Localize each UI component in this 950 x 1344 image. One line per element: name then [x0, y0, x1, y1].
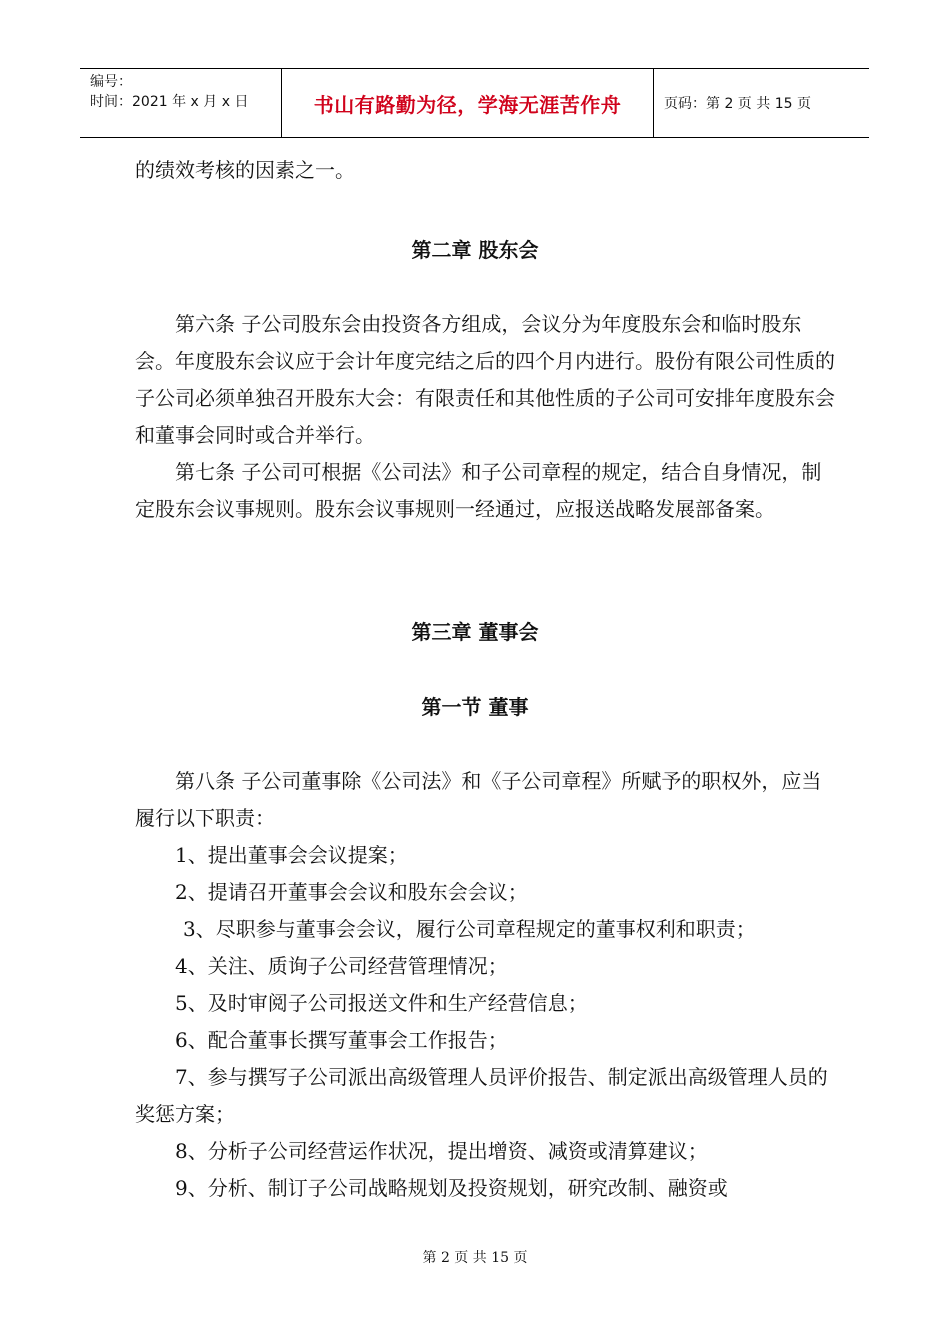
- list-item: 1、提出董事会会议提案；: [175, 843, 408, 867]
- continuation-text: [135, 152, 835, 189]
- list-item: 7、参与撰写子公司派出高级管理人员评价报告、制定派出高级管理人员的奖惩方案；: [135, 1065, 828, 1126]
- article-6-paragraph: 第六条 子公司股东会由投资各方组成，会议分为年度股东会和临时股东会。年度股东会议应于会计年度完结之后的四个月内进行。股份有限公司性质的子公司必须单独召开股东大会：有限责任和其他性质的子公司可安排年度股东会和董事会同时或合并举行。: [135, 312, 835, 447]
- list-item: 9、分析、制订子公司战略规划及投资规划，研究改制、融资或: [175, 1176, 728, 1200]
- document-number-label: 编号：: [90, 74, 132, 90]
- chapter-2-body: [135, 306, 835, 528]
- section-1-heading: 第一节 董事: [421, 695, 529, 719]
- list-item: 5、及时审阅子公司报送文件和生产经营信息；: [175, 991, 588, 1015]
- continuation-paragraph: 的绩效考核的因素之一。: [135, 158, 355, 182]
- chapter-2-heading: 第二章 股东会: [411, 238, 539, 262]
- chapter-3-body: [135, 763, 835, 1207]
- header-page-info: 页码：第 2 页 共 15 页: [664, 96, 811, 112]
- chapter-3-heading: 第三章 董事会: [411, 620, 539, 644]
- document-header: [80, 68, 869, 138]
- list-item: 4、关注、质询子公司经营管理情况；: [175, 954, 508, 978]
- document-date: 时间：2021 年 x 月 x 日: [90, 94, 249, 110]
- list-item: 2、提请召开董事会会议和股东会会议；: [175, 880, 528, 904]
- article-7-paragraph: 第七条 子公司可根据《公司法》和子公司章程的规定，结合自身情况，制定股东会议事规则。股东会议事规则一经通过，应报送战略发展部备案。: [135, 460, 822, 521]
- page-footer: 第 2 页 共 15 页: [422, 1250, 528, 1266]
- header-meta-cell: [80, 69, 282, 137]
- article-8-paragraph: 第八条 子公司董事除《公司法》和《子公司章程》所赋予的职权外，应当履行以下职责：: [135, 769, 822, 830]
- list-item: 8、分析子公司经营运作状况，提出增资、减资或清算建议；: [175, 1139, 708, 1163]
- header-motto: 书山有路勤为径，学海无涯苦作舟: [282, 69, 654, 137]
- list-item: 6、配合董事长撰写董事会工作报告；: [175, 1028, 508, 1052]
- list-item: 3、尽职参与董事会会议，履行公司章程规定的董事权利和职责；: [183, 917, 756, 941]
